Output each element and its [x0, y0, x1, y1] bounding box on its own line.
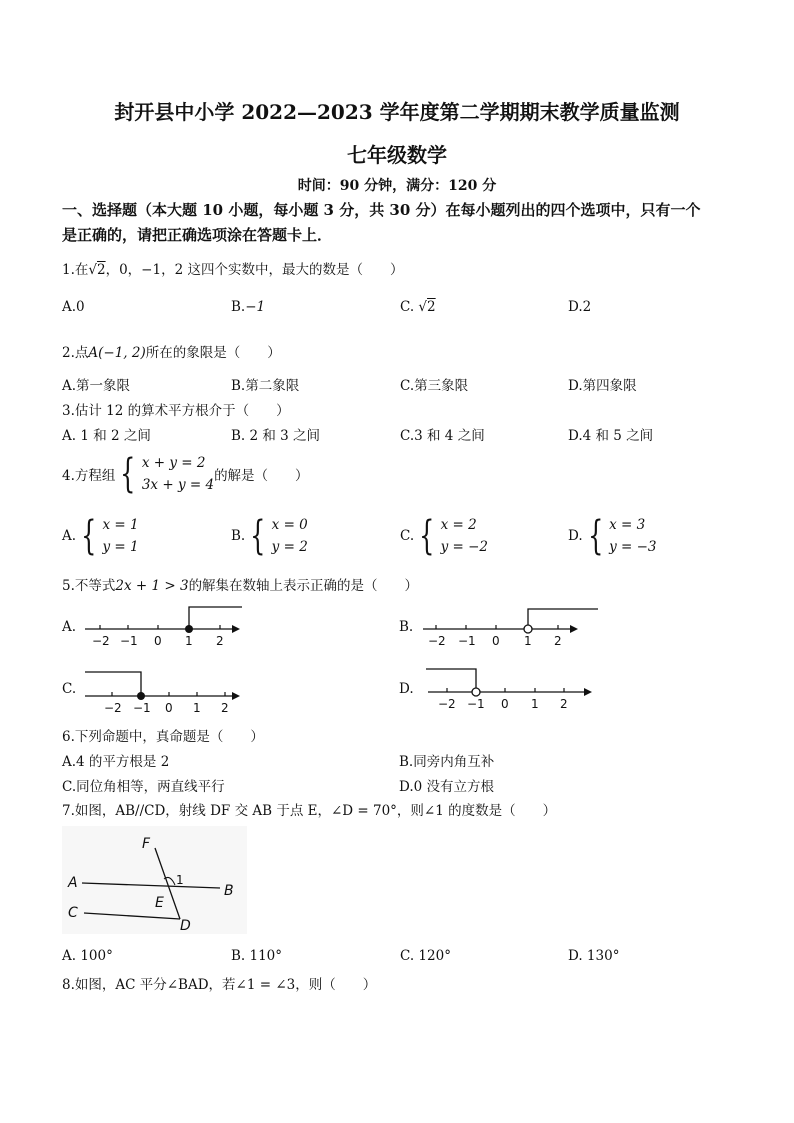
question-4: 4.方程组 { x + y = 2 3x + y = 4 的解是（ ） [62, 451, 309, 497]
q1-option-b[interactable]: B.−1 [231, 299, 266, 315]
label-e: E [155, 895, 164, 911]
q5-numberline-b[interactable] [418, 600, 603, 650]
exam-title: 封开县中小学 2022—2023 学年度第二学期期末教学质量监测 [114, 100, 680, 124]
q3-option-b[interactable]: B. 2 和 3 之间 [231, 428, 321, 444]
tick-label: 1 [185, 634, 193, 648]
q2-option-d[interactable]: D.第四象限 [568, 378, 637, 394]
tick-label: −2 [92, 634, 110, 648]
q2-option-b[interactable]: B.第二象限 [231, 378, 300, 394]
tick-label: 0 [154, 634, 162, 648]
tick-label: −1 [120, 634, 138, 648]
tick-label: 2 [554, 634, 562, 648]
tick-label: 1 [524, 634, 532, 648]
exam-time-info: 时间：90 分钟，满分：120 分 [297, 178, 497, 194]
q5-option-b-label[interactable]: B. [399, 619, 414, 635]
q3-option-c[interactable]: C.3 和 4 之间 [400, 428, 485, 444]
question-7: 7.如图，AB//CD，射线 DF 交 AB 于点 E，∠D = 70°，则∠1 的度数是（ ） [62, 803, 557, 819]
question-5: 5.不等式2x + 1 > 3的解集在数轴上表示正确的是（ ） [62, 578, 419, 594]
tick-label: 1 [193, 701, 201, 714]
q2-option-a[interactable]: A.第一象限 [62, 378, 131, 394]
label-d: D [180, 918, 191, 934]
tick-label: 2 [216, 634, 224, 648]
q7-figure [62, 826, 252, 936]
sqrt-symbol: √ [88, 262, 97, 278]
question-8: 8.如图，AC 平分∠BAD，若∠1 = ∠3，则（ ） [62, 977, 377, 993]
tick-label: −2 [428, 634, 446, 648]
q7-option-d[interactable]: D. 130° [568, 948, 620, 964]
q3-option-d[interactable]: D.4 和 5 之间 [568, 428, 654, 444]
q1-option-a[interactable]: A.0 [62, 299, 85, 315]
question-3: 3.估计 12 的算术平方根介于（ ） [62, 403, 290, 419]
q1-option-c[interactable]: C. √2 [400, 299, 436, 315]
exam-subtitle: 七年级数学 [347, 143, 447, 167]
q4-option-b[interactable]: B. { x = 0 y = 2 [231, 513, 308, 559]
q4-option-c[interactable]: C. { x = 2 y = −2 [400, 513, 489, 559]
tick-label: 2 [221, 701, 229, 714]
q7-option-b[interactable]: B. 110° [231, 948, 283, 964]
q6-option-d[interactable]: D.0 没有立方根 [399, 779, 495, 795]
q5-option-a-label[interactable]: A. [62, 619, 77, 635]
tick-label: −1 [458, 634, 476, 648]
q5-numberline-c[interactable] [80, 664, 245, 714]
q3-option-a[interactable]: A. 1 和 2 之间 [62, 428, 151, 444]
label-angle-1: 1 [176, 873, 184, 887]
section1-heading-line1: 一、选择题（本大题 10 小题，每小题 3 分，共 30 分）在每小题列出的四个选项中，只有一个 [62, 201, 701, 219]
tick-label: 2 [560, 697, 568, 711]
q7-option-a[interactable]: A. 100° [62, 948, 113, 964]
section1-heading-line2: 是正确的，请把正确选项涂在答题卡上． [62, 226, 333, 244]
q5-option-c-label[interactable]: C. [62, 681, 77, 697]
tick-label: 0 [501, 697, 509, 711]
q6-option-a[interactable]: A.4 的平方根是 2 [62, 754, 170, 770]
tick-label: 0 [165, 701, 173, 714]
q2-option-c[interactable]: C.第三象限 [400, 378, 469, 394]
q1-option-d[interactable]: D.2 [568, 299, 592, 315]
tick-label: 1 [531, 697, 539, 711]
tick-label: −1 [467, 697, 485, 711]
q7-option-c[interactable]: C. 120° [400, 948, 451, 964]
q4-option-d[interactable]: D. { x = 3 y = −3 [568, 513, 657, 559]
equation-system: { x + y = 2 3x + y = 4 [120, 451, 215, 497]
label-c: C [68, 905, 78, 921]
label-b: B [224, 883, 234, 899]
tick-label: 0 [492, 634, 500, 648]
label-a: A [68, 875, 78, 891]
q4-option-a[interactable]: A. { x = 1 y = 1 [62, 513, 139, 559]
q5-numberline-a[interactable] [80, 600, 250, 650]
label-f: F [142, 836, 151, 852]
q6-option-b[interactable]: B.同旁内角互补 [399, 754, 495, 770]
question-2: 2.点A(−1, 2)所在的象限是（ ） [62, 345, 281, 361]
tick-label: −2 [104, 701, 122, 714]
question-1: 1.在√2，0，−1，2 这四个实数中，最大的数是（ ） [62, 262, 404, 278]
q6-option-c[interactable]: C.同位角相等，两直线平行 [62, 779, 225, 795]
question-6: 6.下列命题中，真命题是（ ） [62, 729, 264, 745]
tick-label: −2 [438, 697, 456, 711]
q5-option-d-label[interactable]: D. [399, 681, 414, 697]
tick-label: −1 [133, 701, 151, 714]
q5-numberline-d[interactable] [418, 664, 598, 714]
